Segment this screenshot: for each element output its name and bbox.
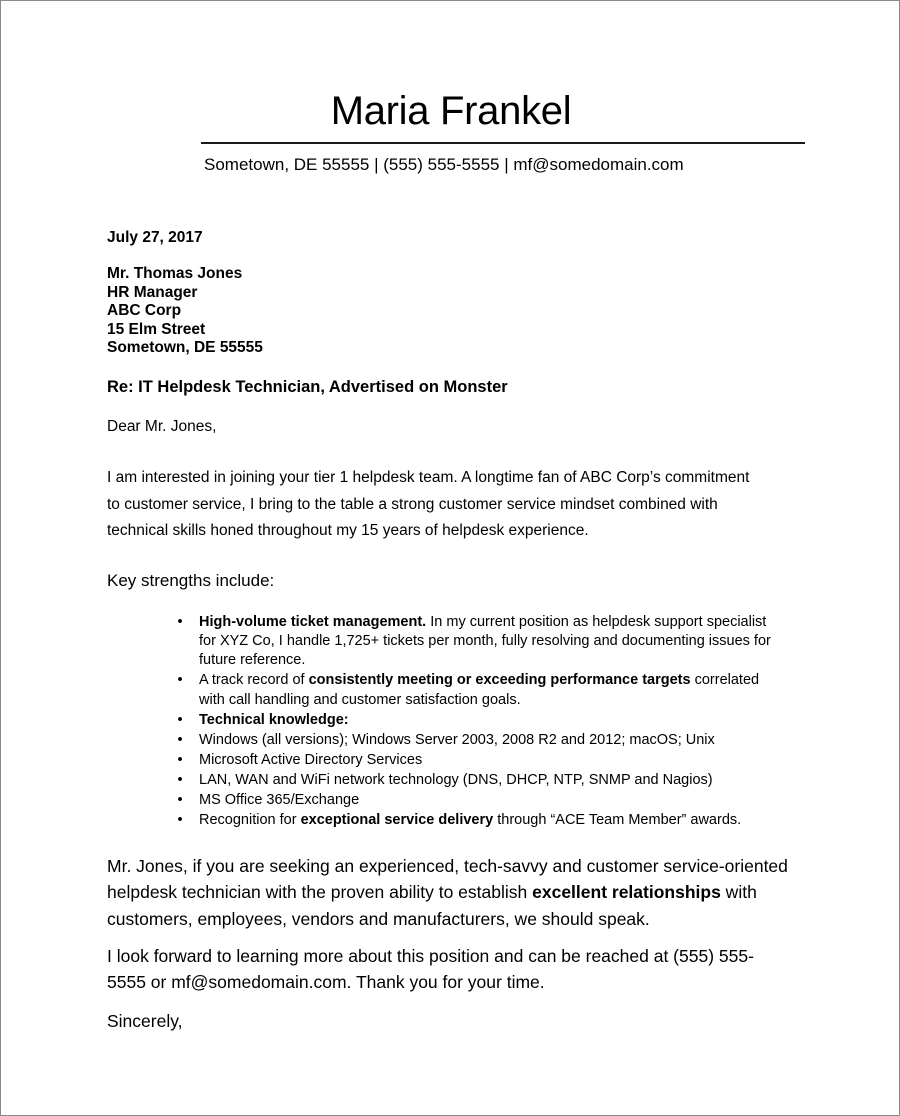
- list-item: [177, 731, 799, 750]
- item-text: A track record of: [199, 672, 309, 689]
- bullet-icon: •: [177, 672, 183, 689]
- recipient-name: Mr. Thomas Jones: [107, 265, 243, 282]
- strengths-heading: Key strengths include:: [107, 571, 275, 590]
- recipient-address-block: [107, 265, 263, 358]
- item-text: Microsoft Active Directory Services: [199, 751, 423, 768]
- salutation: Dear Mr. Jones,: [107, 418, 217, 435]
- pitch-text: helpdesk technician with the proven ability to establish: [107, 882, 533, 903]
- letter-date: July 27, 2017: [107, 229, 203, 246]
- list-item: [177, 671, 799, 709]
- closing: Sincerely,: [107, 1011, 183, 1031]
- contact-line: Sometown, DE 55555 | (555) 555-5555 | mf@somedomain.com: [204, 155, 684, 174]
- intro-line: technical skills honed throughout my 15 years of helpdesk experience.: [107, 522, 589, 539]
- intro-paragraph: [107, 465, 807, 545]
- recipient-city: Sometown, DE 55555: [107, 339, 263, 356]
- followup-paragraph: [107, 943, 807, 996]
- followup-line: 5555 or mf@somedomain.com. Thank you for your time.: [107, 972, 545, 993]
- pitch-line: customers, employees, vendors and manufacturers, we should speak.: [107, 908, 650, 929]
- list-item: [177, 751, 799, 770]
- list-item: [177, 791, 799, 810]
- followup-line: I look forward to learning more about this position and can be reached at (555) 555-: [107, 946, 754, 966]
- item-text: LAN, WAN and WiFi network technology (DNS, DHCP, NTP, SNMP and Nagios): [199, 771, 713, 788]
- bullet-icon: •: [177, 771, 183, 788]
- list-item: [177, 811, 799, 830]
- intro-line: I am interested in joining your tier 1 helpdesk team. A longtime fan of ABC Corp’s commitment: [107, 469, 750, 486]
- item-bold-text: consistently meeting or exceeding performance targets: [308, 672, 691, 689]
- pitch-line: Mr. Jones, if you are seeking an experienced, tech-savvy and customer service-oriented: [107, 856, 788, 876]
- item-bold-text: exceptional service delivery: [300, 811, 494, 828]
- item-text: Recognition for: [199, 811, 301, 828]
- item-text: Windows (all versions); Windows Server 2003, 2008 R2 and 2012; macOS; Unix: [199, 731, 715, 748]
- pitch-bold-text: excellent relationships: [532, 882, 721, 903]
- bullet-icon: •: [177, 731, 183, 748]
- item-text: for XYZ Co, I handle 1,725+ tickets per month, fully resolving and documenting issues for: [199, 633, 771, 650]
- applicant-name: Maria Frankel: [330, 89, 572, 133]
- bullet-icon: •: [177, 751, 183, 768]
- strengths-list: [177, 613, 799, 830]
- bullet-icon: •: [177, 614, 183, 630]
- bullet-icon: •: [177, 791, 183, 808]
- item-text: future reference.: [199, 652, 306, 669]
- recipient-title: HR Manager: [107, 283, 198, 301]
- recipient-street: 15 Elm Street: [107, 320, 206, 338]
- item-text: In my current position as helpdesk support specialist: [426, 614, 767, 630]
- item-text: MS Office 365/Exchange: [199, 791, 360, 808]
- pitch-text: with: [720, 882, 757, 903]
- item-text: correlated: [690, 672, 760, 689]
- item-bold-text: High-volume ticket management.: [199, 614, 427, 630]
- intro-line: to customer service, I bring to the table a strong customer service mindset combined with: [107, 495, 718, 513]
- bullet-icon: •: [177, 711, 183, 728]
- subject-line: Re: IT Helpdesk Technician, Advertised on Monster: [107, 378, 508, 396]
- bullet-icon: •: [177, 811, 183, 828]
- pitch-paragraph: [107, 853, 807, 932]
- list-item: [177, 711, 799, 730]
- header-divider: [201, 142, 805, 144]
- recipient-company: ABC Corp: [107, 302, 182, 319]
- item-text: with call handling and customer satisfaction goals.: [199, 691, 521, 708]
- item-text: through “ACE Team Member” awards.: [493, 811, 742, 828]
- item-bold-text: Technical knowledge:: [199, 711, 349, 728]
- list-item: [177, 771, 799, 790]
- list-item: [177, 613, 799, 671]
